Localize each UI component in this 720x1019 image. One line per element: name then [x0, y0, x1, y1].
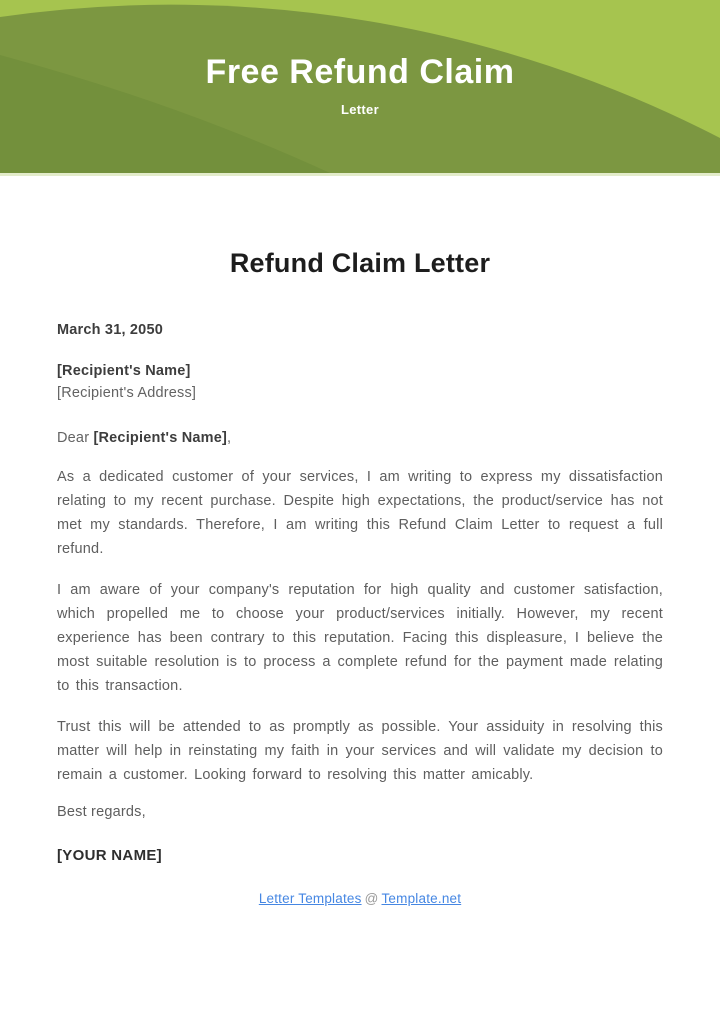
- salutation-name-placeholder: [Recipient's Name]: [93, 430, 228, 446]
- closing-line: Best regards,: [57, 804, 146, 820]
- signature-placeholder: [YOUR NAME]: [57, 847, 162, 864]
- letter-title: Refund Claim Letter: [229, 248, 491, 278]
- letter-body: [0, 248, 720, 864]
- salutation-suffix: ,: [227, 430, 232, 446]
- paragraph-2: I am aware of your company's reputation for high quality and customer satisfaction, which propelled me to choose your product/services initially. However, my recent experience has been contrary to this reputation. Facing this displeasure, I believe the most suitable resolution is to process a complete refund for the payment made relating to this transaction.: [57, 582, 663, 694]
- letter-date: March 31, 2050: [57, 322, 163, 338]
- header-text-group: [0, 0, 720, 173]
- at-separator: @: [364, 891, 379, 906]
- paragraph-1: As a dedicated customer of your services, I am writing to express my dissatisfaction relating to my recent purchase. Despite high expectations, the product/service has not met my standards. Therefore, I am writing this Refund Claim Letter to request a full refund.: [57, 469, 663, 557]
- salutation-prefix: Dear: [57, 430, 94, 446]
- letter-templates-link[interactable]: Letter Templates: [258, 891, 362, 906]
- template-net-link[interactable]: Template.net: [381, 891, 462, 906]
- paragraph-3: Trust this will be attended to as promptly as possible. Your assiduity in resolving this matter will help in reinstating my faith in your services and will validate my decision to remain a customer. Looking forward to resolving this matter amicably.: [57, 719, 663, 783]
- template-subtitle: Letter: [341, 102, 379, 118]
- salutation-line: [57, 430, 663, 446]
- footer-attribution: [0, 891, 720, 906]
- template-header-banner: [0, 0, 720, 176]
- recipient-name-placeholder: [Recipient's Name]: [57, 363, 191, 379]
- template-title: Free Refund Claim: [205, 53, 515, 91]
- recipient-address-placeholder: [Recipient's Address]: [57, 385, 197, 401]
